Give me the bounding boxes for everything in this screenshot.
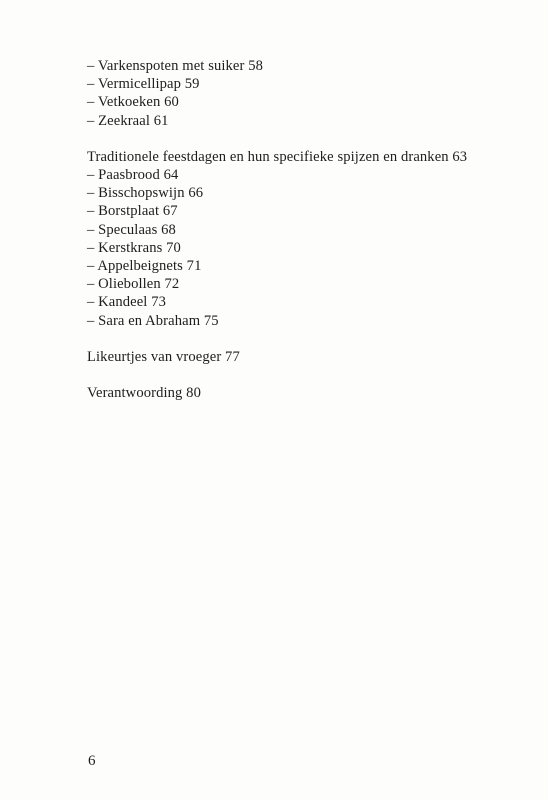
toc-entry-paasbrood: – Paasbrood 64 (87, 167, 179, 184)
toc-entry-vetkoeken: – Vetkoeken 60 (87, 94, 179, 111)
toc-entry-sara-en-abraham: – Sara en Abraham 75 (87, 312, 219, 329)
page-number: 6 (88, 753, 96, 769)
spacer (87, 130, 517, 148)
toc-entry-bisschopswijn: – Bisschopswijn 66 (87, 185, 204, 202)
toc-entry-kerstkrans: – Kerstkrans 70 (87, 239, 181, 256)
toc-entry-oliebollen: – Oliebollen 72 (87, 276, 180, 293)
toc-entry-borstplaat: – Borstplaat 67 (87, 203, 178, 220)
toc-section-traditionele-feestdagen: Traditionele feestdagen en hun specifieke spijzen en dranken 63 (87, 148, 468, 165)
spacer (87, 330, 517, 348)
toc-entry-appelbeignets: – Appelbeignets 71 (87, 258, 202, 275)
toc-section-likeurtjes: Likeurtjes van vroeger 77 (87, 348, 240, 365)
spacer (87, 366, 517, 384)
toc-entry-zeekraal: – Zeekraal 61 (87, 112, 169, 129)
toc-entry-vermicellipap: – Vermicellipap 59 (87, 76, 200, 93)
toc-entry-speculaas: – Speculaas 68 (87, 221, 176, 238)
toc-entry-varkenspoten: – Varkenspoten met suiker 58 (87, 58, 263, 74)
table-of-contents (87, 57, 517, 402)
toc-entry-kandeel: – Kandeel 73 (87, 294, 167, 311)
toc-section-verantwoording: Verantwoording 80 (87, 385, 201, 402)
